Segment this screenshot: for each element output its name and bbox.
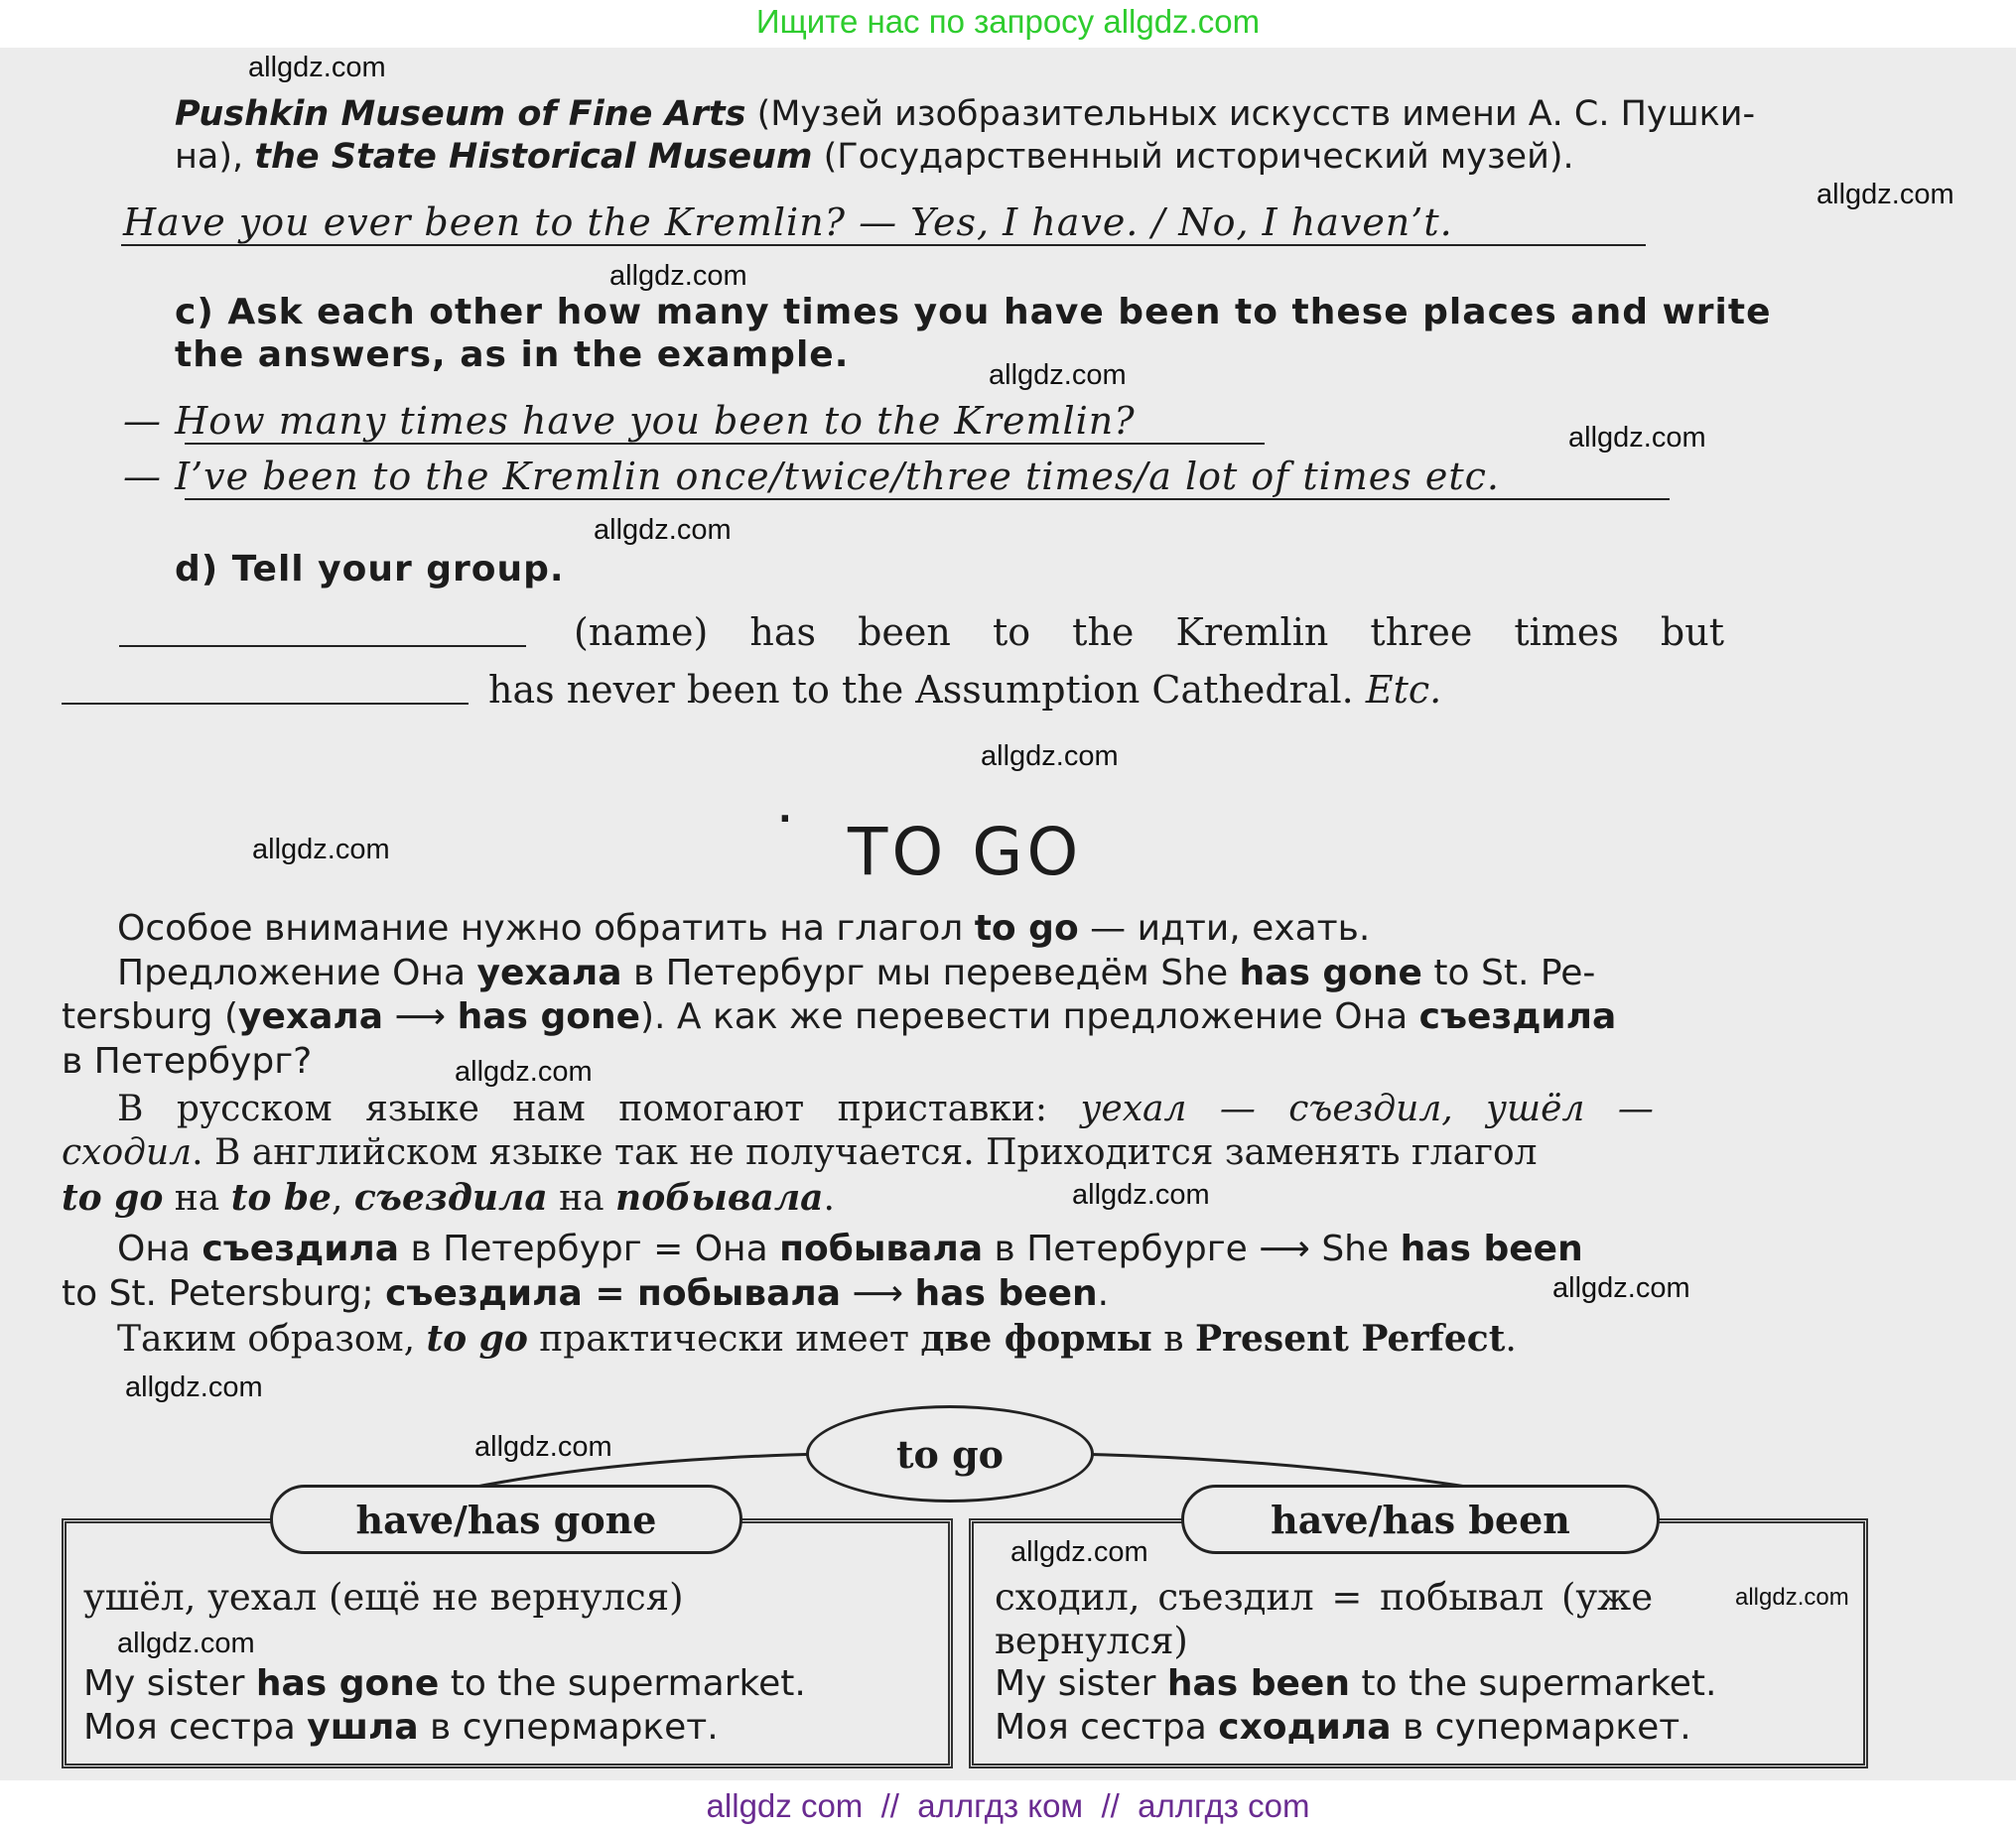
task-d-line-1: (name) has been to the Kremlin three times but — [574, 610, 1724, 654]
p1-text: Особое внимание нужно обратить на глагол — [117, 908, 975, 949]
museums-line-2-start: на), — [175, 137, 255, 177]
pushkin-museum-translation: (Музей изобразительных искусств имени А. С. Пушки- — [745, 94, 1756, 134]
p3-text: . — [823, 1178, 835, 1219]
watermark: allgdz.com — [117, 1628, 255, 1659]
watermark: allgdz.com — [474, 1431, 612, 1463]
been-meaning-2: вернулся) — [995, 1620, 1188, 1662]
p1-verb: to go — [974, 908, 1079, 949]
have-has-been-pill: have/has been — [1181, 1485, 1660, 1554]
have-has-gone-pill: have/has gone — [270, 1485, 742, 1554]
p2-text: tersburg ( — [62, 996, 238, 1037]
task-c-line-1: c) Ask each other how many times you have been to these places and write — [175, 292, 1772, 332]
watermark: allgdz.com — [1010, 1536, 1148, 1568]
p3-italic: сходил — [62, 1132, 193, 1173]
gone-translation — [83, 1707, 719, 1748]
gone-example-text: to the supermarket. — [439, 1663, 806, 1704]
p3-text: В русском языке нам помогают приставки: — [117, 1089, 1081, 1129]
watermark: allgdz.com — [989, 359, 1127, 391]
p2-text: to St. Pe- — [1421, 953, 1596, 993]
paragraph-2-line-3: в Петербург? — [62, 1041, 313, 1082]
p4-text: Она — [117, 1229, 202, 1269]
p5-bold: две формы — [920, 1318, 1152, 1360]
been-translation-text: Моя сестра — [995, 1707, 1219, 1748]
task-d-title: d) Tell your group. — [175, 549, 565, 589]
watermark: allgdz.com — [125, 1372, 263, 1403]
been-meaning-1: сходил, съездил = побывал (уже — [995, 1576, 1654, 1619]
gone-translation-verb: ушла — [307, 1707, 419, 1748]
section-dot: . — [778, 790, 792, 831]
been-example-text: My sister — [995, 1663, 1167, 1704]
p4-bold: съездила — [202, 1229, 400, 1269]
p2-text: в Петербург мы переведём She — [621, 953, 1240, 993]
watermark: allgdz.com — [1816, 179, 1954, 210]
watermark: allgdz.com — [455, 1056, 593, 1088]
watermark: allgdz.com — [1552, 1272, 1690, 1304]
p2-text: ). А как же перевести предложение Она — [640, 996, 1419, 1037]
arrow-icon: ⟶ — [383, 996, 458, 1037]
p2-bold: уехала — [476, 953, 622, 993]
p2-text: Предложение Она — [117, 953, 477, 993]
been-example-verb: has been — [1166, 1663, 1350, 1704]
been-translation — [995, 1707, 1691, 1748]
p1-meaning: — идти, ехать. — [1078, 908, 1371, 949]
p4-bold: has been — [914, 1273, 1098, 1314]
etc-label: Etc. — [1365, 668, 1442, 712]
p2-bold: съездила — [1418, 996, 1617, 1037]
gone-example — [83, 1663, 806, 1704]
gone-example-verb: has gone — [255, 1663, 440, 1704]
watermark: allgdz.com — [1568, 422, 1706, 454]
been-example — [995, 1663, 1716, 1704]
dash: — — [123, 399, 176, 443]
p3-bold-italic: to be — [230, 1177, 332, 1219]
watermark: allgdz.com — [981, 740, 1119, 772]
watermark: allgdz.com — [594, 514, 732, 546]
gone-translation-text: в супермаркет. — [418, 1707, 719, 1748]
arrow-icon: ⟶ — [1259, 1229, 1310, 1269]
watermark: allgdz.com — [252, 834, 390, 865]
p4-bold: съездила = побывала — [385, 1273, 842, 1314]
answer-text: I’ve been to the Kremlin once/twice/three times/a lot of times etc. — [175, 455, 1500, 498]
p5-text: . — [1505, 1319, 1517, 1360]
historical-museum-name: the State Historical Museum — [254, 137, 813, 177]
p5-text: практически имеет — [527, 1319, 921, 1360]
historical-museum-translation: (Государственный исторический музей). — [812, 137, 1574, 177]
p4-bold: побывала — [779, 1229, 984, 1269]
top-banner: Ищите нас по запросу allgdz.com — [755, 3, 1261, 40]
been-example-text: to the supermarket. — [1349, 1663, 1717, 1704]
section-title: TO GO — [848, 814, 1083, 890]
p3-italic: уехал — съездил, ушёл — — [1080, 1089, 1654, 1129]
p5-bold: Present Perfect — [1194, 1318, 1506, 1360]
p3-bold-italic: побывала — [615, 1177, 824, 1219]
watermark: allgdz.com — [1072, 1179, 1210, 1211]
p4-text: She — [1309, 1229, 1401, 1269]
watermark: allgdz.com — [609, 260, 747, 292]
gone-translation-text: Моя сестра — [83, 1707, 308, 1748]
p4-text: to St. Petersburg; — [62, 1273, 386, 1314]
p4-text: в Петербург = Она — [399, 1229, 780, 1269]
arrow-icon: ⟶ — [841, 1273, 915, 1314]
pushkin-museum-name: Pushkin Museum of Fine Arts — [175, 94, 746, 134]
task-c-line-2: the answers, as in the example. — [175, 334, 850, 375]
bottom-banner: allgdz com // аллгдз ком // аллгдз com — [706, 1787, 1310, 1824]
task-d-line-2-text: has never been to the Assumption Cathedral. — [488, 668, 1354, 712]
watermark: allgdz.com — [248, 52, 386, 83]
dash: — — [123, 455, 176, 498]
been-translation-verb: сходила — [1218, 1707, 1392, 1748]
p5-bold-italic: to go — [426, 1318, 528, 1360]
p4-text: . — [1097, 1273, 1110, 1314]
p3-text: . В английском языке так не получается. Приходится заменять глагол — [192, 1132, 1538, 1173]
been-translation-text: в супермаркет. — [1391, 1707, 1691, 1748]
p4-text: в Петербурге — [983, 1229, 1260, 1269]
p2-bold: has gone — [1239, 953, 1422, 993]
p3-bold-italic: to go — [62, 1177, 164, 1219]
example-question: Have you ever been to the Kremlin? — Yes, I have. / No, I haven’t. — [123, 200, 1453, 244]
p5-text: Таким образом, — [117, 1319, 427, 1360]
p2-bold: has gone — [457, 996, 640, 1037]
p4-bold: has been — [1400, 1229, 1583, 1269]
watermark: allgdz.com — [1735, 1584, 1849, 1611]
to-go-oval: to go — [806, 1405, 1094, 1503]
p3-bold-italic: съездила — [353, 1177, 548, 1219]
question-text: How many times have you been to the Kremlin? — [175, 399, 1136, 443]
p3-text: на — [163, 1178, 231, 1219]
p5-text: в — [1151, 1319, 1195, 1360]
p2-bold: уехала — [238, 996, 384, 1037]
p3-text: , — [331, 1178, 354, 1219]
p3-text: на — [547, 1178, 616, 1219]
gone-meaning: ушёл, уехал (ещё не вернулся) — [83, 1576, 684, 1619]
gone-example-text: My sister — [83, 1663, 256, 1704]
